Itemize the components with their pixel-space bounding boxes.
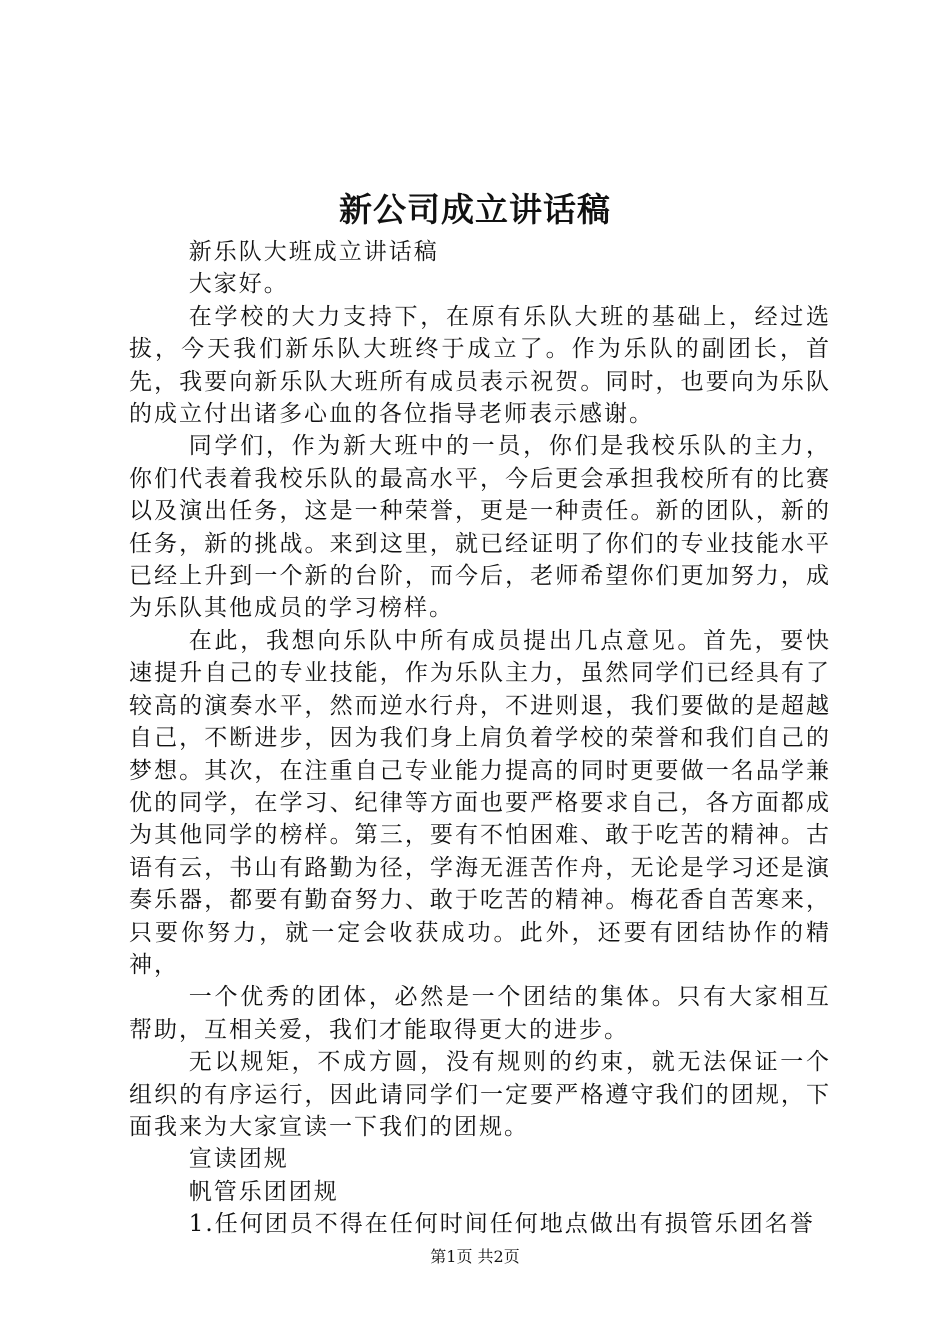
paragraph-2: 同学们，作为新大班中的一员，你们是我校乐队的主力，你们代表着我校乐队的最高水平，今后更会承担我校所有的比赛以及演出任务，这是一种荣誉，更是一种责任。新的团队，新的任务，新的挑战。来到这里，就已经证明了你们的专业技能水平已经上升到一个新的台阶，而今后，老师希望你们更加努力，成为乐队其他成员的学习榜样。 [129, 433, 831, 622]
paragraph-rule-1: 1.任何团员不得在任何时间任何地点做出有损管乐团名誉 [188, 1211, 815, 1238]
paragraph-subtitle: 新乐队大班成立讲话稿 [188, 239, 439, 265]
paragraph-greeting: 大家好。 [188, 271, 289, 298]
paragraph-read-rules: 宣读团规 [188, 1146, 289, 1173]
paragraph-3: 在此，我想向乐队中所有成员提出几点意见。首先，要快速提升自己的专业技能，作为乐队主力，虽然同学们已经具有了较高的演奏水平，然而逆水行舟，不进则退，我们要做的是超越自己，不断进步，因为我们身上肩负着学校的荣誉和我们自己的梦想。其次，在注重自己专业能力提高的同时更要做一名品学兼优的同学，在学习、纪律等方面也要严格要求自己，各方面都成为其他同学的榜样。第三，要有不怕困难、敢于吃苦的精神。古语有云，书山有路勤为径，学海无涯苦作舟，无论是学习还是演奏乐器，都要有勤奋努力、敢于吃苦的精神。梅花香自苦寒来，只要你努力，就一定会收获成功。此外，还要有团结协作的精神， [129, 627, 831, 978]
paragraph-rules-title: 帆管乐团团规 [188, 1178, 339, 1205]
page-footer: 第1页 共2页 [430, 1247, 520, 1266]
document-body [129, 236, 831, 1241]
paragraph-5: 无以规矩，不成方圆，没有规则的约束，就无法保证一个组织的有序运行，因此请同学们一定要严格遵守我们的团规，下面我来为大家宣读一下我们的团规。 [129, 1049, 831, 1140]
paragraph-1: 在学校的大力支持下，在原有乐队大班的基础上，经过选拔，今天我们新乐队大班终于成立了。作为乐队的副团长，首先，我要向新乐队大班所有成员表示祝贺。同时，也要向为乐队的成立付出诸多心血的各位指导老师表示感谢。 [129, 303, 831, 428]
page-title: 新公司成立讲话稿 [339, 190, 611, 229]
paragraph-4: 一个优秀的团体，必然是一个团结的集体。只有大家相互帮助，互相关爱，我们才能取得更大的进步。 [129, 984, 831, 1043]
